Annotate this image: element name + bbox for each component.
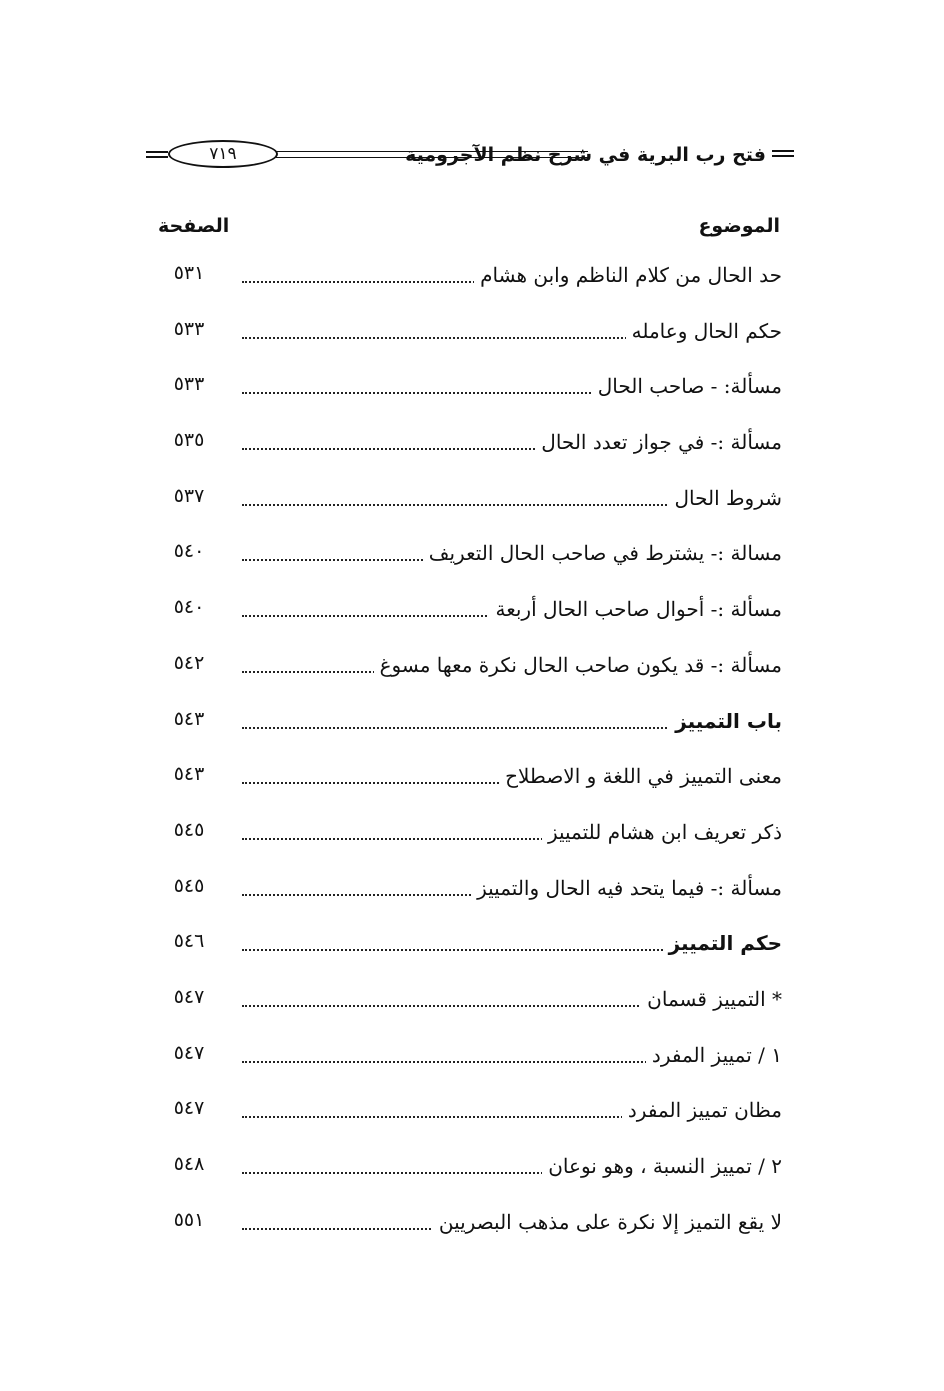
- page-column-header: الصفحة: [158, 215, 230, 237]
- toc-entry-title: ذكر تعريف ابن هشام للتمييز: [542, 818, 782, 846]
- toc-entry-title: مسألة :- فيما يتحد فيه الحال والتمييز: [471, 874, 782, 902]
- toc-entry: [150, 422, 782, 478]
- topic-column-header: الموضوع: [698, 215, 780, 237]
- toc-entry-page: ٥٤٢: [173, 651, 205, 674]
- toc-entry-page: ٥٣٣: [173, 317, 205, 340]
- toc-entry-page: ٥٣٧: [173, 484, 205, 507]
- toc-entry-title: حد الحال من كلام الناظم وابن هشام: [474, 261, 782, 289]
- toc-entry: [150, 1202, 782, 1258]
- toc-entry: [150, 1090, 782, 1146]
- toc-entry: [150, 533, 782, 589]
- toc-entry-page: ٥٤٣: [173, 707, 205, 730]
- toc-entry-title: معنى التمييز في اللغة و الاصطلاح: [499, 762, 782, 790]
- toc-entry: [150, 923, 782, 979]
- toc-entry-page: ٥٤٦: [173, 930, 205, 953]
- toc-entry-title: مسألة: - صاحب الحال: [592, 372, 782, 400]
- toc-entry-title: مسألة :- في جواز تعدد الحال: [535, 428, 782, 456]
- toc-entry-title: باب التمييز: [669, 707, 782, 735]
- running-header: [146, 136, 794, 176]
- toc-entry-title: مسألة :- أحوال صاحب الحال أربعة: [489, 595, 782, 623]
- toc-entry: [150, 756, 782, 812]
- toc-entry-title: مسالة :- يشترط في صاحب الحال التعريف: [423, 539, 782, 567]
- toc-entry: [150, 589, 782, 645]
- toc-entry-title: * التمييز قسمان: [641, 985, 782, 1013]
- toc-entry-page: ٥٣١: [173, 262, 205, 284]
- toc-entry-page: ٥٤٥: [173, 818, 205, 841]
- toc-entry-page: ٥٤٧: [173, 1097, 205, 1120]
- toc-entry: [150, 979, 782, 1035]
- toc-entry: [150, 812, 782, 868]
- toc-entry: [150, 868, 782, 924]
- toc-entry-title: شروط الحال: [669, 484, 783, 512]
- toc-entry: [150, 645, 782, 701]
- toc-entry-title: لا يقع التميز إلا نكرة على مذهب البصريين: [433, 1208, 782, 1236]
- toc-entry-page: ٥٥١: [173, 1208, 205, 1231]
- table-of-contents: [150, 255, 782, 1257]
- toc-entry-page: ٥٤٣: [173, 763, 205, 786]
- toc-entry: [150, 701, 782, 757]
- toc-entry-title: ٢ / تمييز النسبة ، وهو نوعان: [542, 1152, 782, 1180]
- toc-entry-title: حكم التمييز: [663, 929, 782, 957]
- toc-entry: [150, 366, 782, 422]
- header-rule-left: [146, 151, 168, 158]
- toc-entry: [150, 311, 782, 367]
- toc-entry: [150, 255, 782, 311]
- header-rule-middle: [276, 151, 588, 158]
- toc-entry-page: ٥٤٧: [173, 985, 205, 1008]
- header-rule-right: [772, 150, 794, 157]
- toc-entry-title: ١ / تمييز المفرد: [646, 1041, 782, 1069]
- toc-entry-page: ٥٣٣: [173, 373, 205, 396]
- toc-entry-page: ٥٤٥: [173, 874, 205, 897]
- page-number-badge: ٧١٩: [168, 140, 278, 168]
- toc-entry: [150, 1035, 782, 1091]
- toc-entry: [150, 478, 782, 534]
- toc-entry: [150, 1146, 782, 1202]
- toc-entry-page: ٥٤٠: [173, 540, 205, 563]
- toc-entry-page: ٥٤٠: [173, 596, 205, 619]
- toc-entry-title: حكم الحال وعامله: [626, 317, 782, 345]
- toc-entry-title: مسألة :- قد يكون صاحب الحال نكرة معها مسوغ: [374, 651, 782, 679]
- toc-entry-page: ٥٤٨: [173, 1153, 205, 1175]
- toc-entry-page: ٥٤٧: [173, 1041, 205, 1064]
- book-title: فتح رب البرية في شرح نظم الآجرومية: [405, 144, 766, 166]
- toc-entry-title: مظان تمييز المفرد: [622, 1096, 782, 1124]
- toc-entry-page: ٥٣٥: [173, 429, 205, 452]
